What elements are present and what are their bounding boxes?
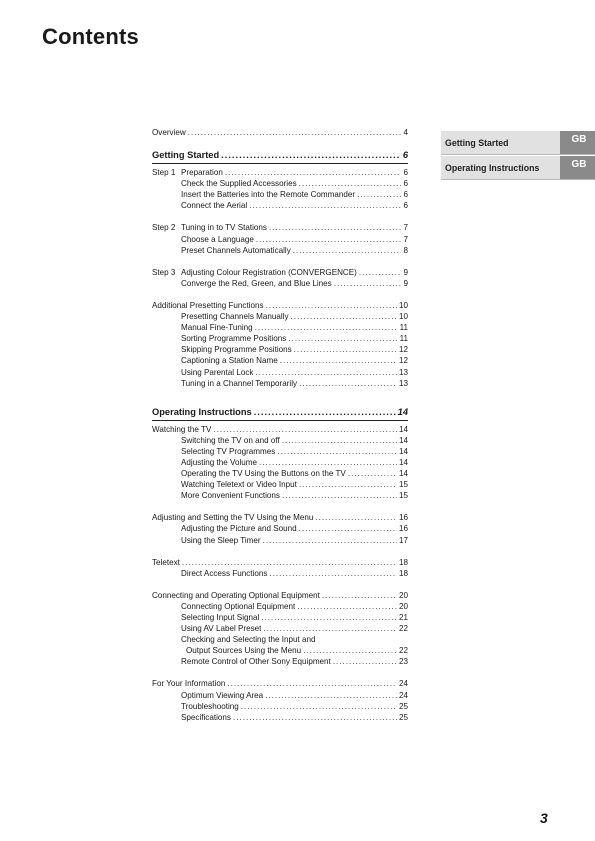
toc-subentry[interactable]: Connect the Aerial ..... 6	[152, 200, 408, 211]
toc-subentry[interactable]: Selecting TV Programmes ..... 14	[152, 446, 408, 457]
toc-section-label: Operating Instructions	[152, 406, 252, 417]
toc-entry-menu[interactable]	[152, 512, 408, 523]
toc-subentry[interactable]: Selecting Input Signal ..... 21	[152, 612, 408, 623]
toc-label: Overview	[152, 128, 186, 137]
section-divider	[152, 420, 408, 421]
toc-subentry[interactable]: Insert the Batteries into the Remote Commander ..... 6	[152, 189, 408, 200]
toc-subentry[interactable]: Operating the TV Using the Buttons on the TV ..... 14	[152, 468, 408, 479]
step-prefix: Step 3	[152, 267, 176, 277]
toc-subentry[interactable]: Using Parental Lock ..... 13	[152, 367, 408, 378]
toc-subentry[interactable]: Check the Supplied Accessories ..... 6	[152, 178, 408, 189]
section-tabs	[441, 131, 595, 181]
toc-entry-teletext[interactable]	[152, 557, 408, 568]
toc-label: Adjusting and Setting the TV Using the Menu	[152, 513, 314, 523]
toc-section-getting-started[interactable]	[152, 149, 408, 162]
toc-section-label: Getting Started	[152, 150, 220, 161]
toc-subentry[interactable]: Switching the TV on and off ..... 14	[152, 435, 408, 446]
toc-subentry[interactable]: Connecting Optional Equipment ..... 20	[152, 601, 408, 612]
toc-entry-step2[interactable]	[152, 222, 408, 233]
toc-page: 20	[398, 590, 408, 600]
step-prefix: Step 1	[152, 168, 176, 178]
toc-label: Additional Presetting Functions	[152, 300, 264, 310]
tab-operating-instructions[interactable]	[441, 156, 595, 180]
toc-subentry[interactable]: Tuning in a Channel Temporarily ..... 13	[152, 378, 408, 389]
toc-page: 14	[397, 406, 408, 417]
toc-entry-step3[interactable]	[152, 267, 408, 278]
toc-subentry[interactable]: Preset Channels Automatically ..... 8	[152, 245, 408, 256]
toc-label: Teletext	[152, 557, 180, 567]
toc-label: Watching the TV	[152, 424, 212, 434]
toc-page: 16	[398, 513, 408, 523]
toc-subentry[interactable]: Captioning a Station Name ..... 12	[152, 355, 408, 366]
toc-entry-connecting[interactable]	[152, 590, 408, 601]
toc-page: 14	[398, 424, 408, 434]
toc-entry-additional[interactable]	[152, 300, 408, 311]
toc-entry-watching[interactable]	[152, 424, 408, 435]
toc-subentry[interactable]: Remote Control of Other Sony Equipment ..... 23	[152, 656, 408, 667]
toc-subentry[interactable]: Choose a Language ..... 7	[152, 234, 408, 245]
toc-subentry[interactable]: Optimum Viewing Area ..... 24	[152, 690, 408, 701]
toc-subentry-multiline[interactable]: Checking and Selecting the Input and	[181, 635, 316, 645]
toc-page: 6	[403, 168, 408, 178]
toc-section-operating-instructions[interactable]	[152, 406, 408, 419]
toc-subentry[interactable]: Adjusting the Picture and Sound ..... 16	[152, 523, 408, 534]
table-of-contents	[152, 127, 408, 723]
language-badge: GB	[560, 131, 595, 154]
toc-subentry[interactable]: More Convenient Functions ..... 15	[152, 490, 408, 501]
section-divider	[152, 163, 408, 164]
toc-entry-overview[interactable]	[152, 127, 408, 138]
language-badge: GB	[560, 156, 595, 179]
toc-page: 6	[402, 150, 408, 161]
toc-page: 9	[403, 267, 408, 277]
toc-page: 4	[403, 128, 408, 137]
toc-subentry[interactable]: Converge the Red, Green, and Blue Lines ..... 9	[152, 278, 408, 289]
toc-subentry[interactable]: Using the Sleep Timer ..... 17	[152, 535, 408, 546]
toc-label: For Your Information	[152, 679, 226, 689]
toc-entry-step1[interactable]	[152, 167, 408, 178]
toc-subentry-continuation[interactable]: Output Sources Using the Menu ..... 22	[152, 645, 408, 656]
tab-getting-started[interactable]	[441, 131, 595, 155]
toc-subentry[interactable]: Sorting Programme Positions ..... 11	[152, 333, 408, 344]
toc-label: Connecting and Operating Optional Equipment	[152, 590, 320, 600]
toc-page: 24	[398, 679, 408, 689]
page-title: Contents	[42, 24, 139, 49]
step-prefix: Step 2	[152, 223, 176, 233]
tab-label: Getting Started	[445, 138, 509, 148]
toc-page: 18	[398, 557, 408, 567]
toc-subentry[interactable]: Direct Access Functions ..... 18	[152, 568, 408, 579]
tab-label: Operating Instructions	[445, 163, 540, 173]
toc-subentry[interactable]: Adjusting the Volume ..... 14	[152, 457, 408, 468]
toc-label: Tuning in to TV Stations	[181, 223, 267, 233]
toc-page: 7	[403, 223, 408, 233]
toc-label: Preparation	[181, 168, 223, 178]
toc-subentry[interactable]: Presetting Channels Manually ..... 10	[152, 311, 408, 322]
toc-subentry[interactable]: Using AV Label Preset ..... 22	[152, 623, 408, 634]
toc-subentry[interactable]: Watching Teletext or Video Input ..... 15	[152, 479, 408, 490]
toc-subentry[interactable]: Troubleshooting ..... 25	[152, 701, 408, 712]
toc-entry-info[interactable]	[152, 678, 408, 689]
toc-label: Adjusting Colour Registration (CONVERGENCE)	[181, 267, 357, 277]
toc-subentry[interactable]: Specifications ..... 25	[152, 712, 408, 723]
page-number: 3	[540, 810, 548, 826]
toc-page: 10	[398, 300, 408, 310]
toc-subentry[interactable]: Manual Fine-Tuning ..... 11	[152, 322, 408, 333]
toc-subentry[interactable]: Skipping Programme Positions ..... 12	[152, 344, 408, 355]
